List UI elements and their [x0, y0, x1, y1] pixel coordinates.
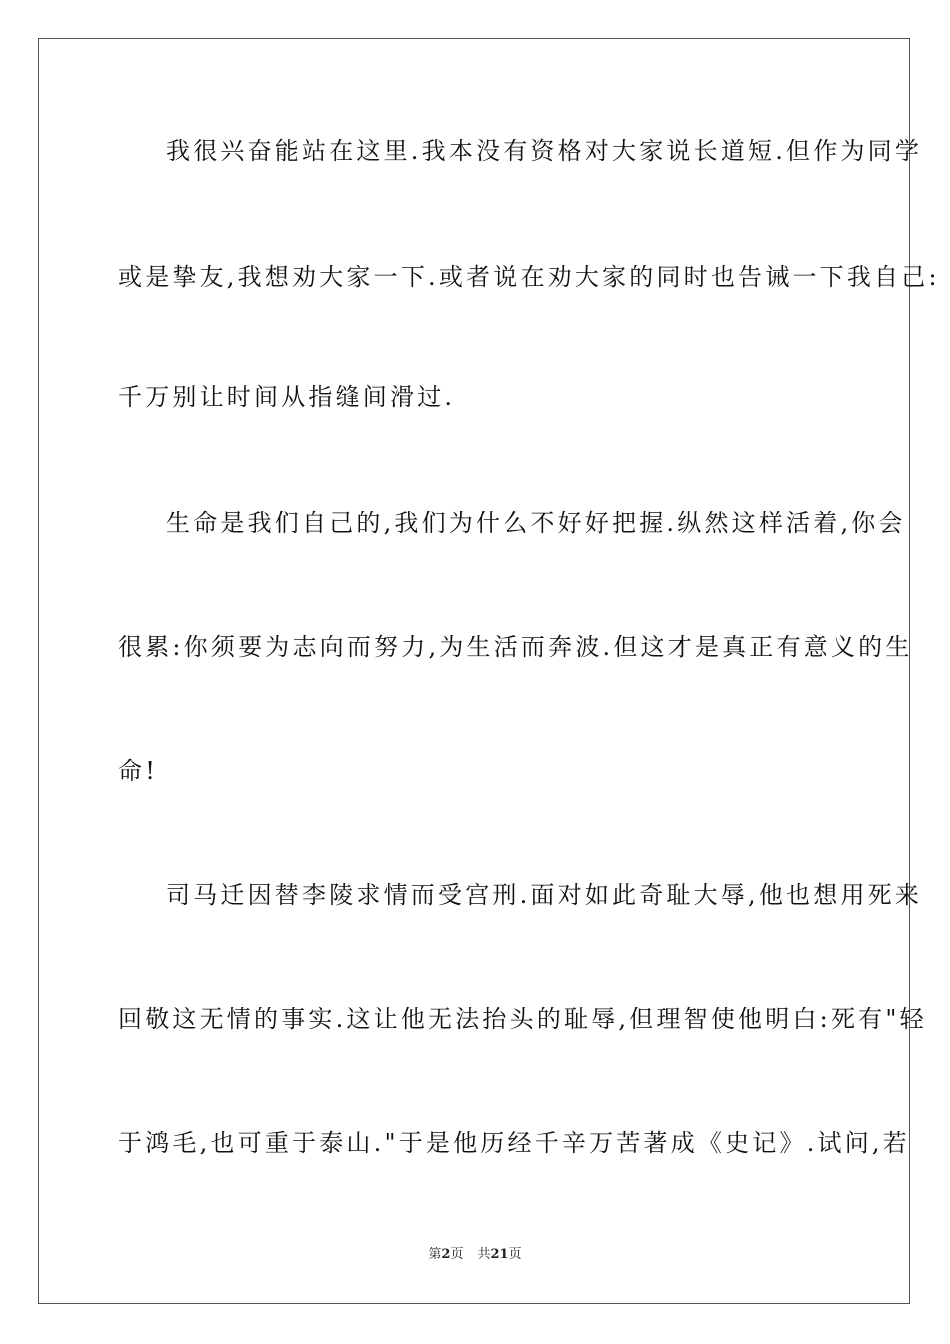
paragraph-1-line-3: 千万别让时间从指缝间滑过.	[118, 383, 456, 411]
paragraph-1-line-1: 我很兴奋能站在这里.我本没有资格对大家说长道短.但作为同学	[166, 137, 923, 165]
paragraph-2-line-3: 命!	[118, 757, 159, 785]
page-label-prefix: 第	[428, 1247, 442, 1262]
paragraph-3-line-3: 于鸿毛,也可重于泰山."于是他历经千辛万苦著成《史记》.试问,若	[118, 1129, 910, 1157]
total-pages: 21	[490, 1247, 509, 1262]
paragraph-3-line-1: 司马迁因替李陵求情而受宫刑.面对如此奇耻大辱,他也想用死来	[166, 881, 923, 909]
paragraph-2-line-2: 很累:你须要为志向而努力,为生活而奔波.但这才是真正有意义的生	[118, 633, 913, 661]
page-footer	[0, 1247, 950, 1263]
page-label-suffix: 页	[450, 1247, 464, 1262]
total-label-suffix: 页	[508, 1247, 522, 1262]
total-label-prefix: 共	[477, 1247, 491, 1262]
paragraph-2-line-1: 生命是我们自己的,我们为什么不好好把握.纵然这样活着,你会	[166, 509, 906, 537]
page-number: 2	[441, 1247, 451, 1262]
page-border	[38, 38, 940, 1304]
paragraph-3-line-2: 回敬这无情的事实.这让他无法抬头的耻辱,但理智使他明白:死有"轻	[118, 1005, 927, 1033]
paragraph-1-line-2: 或是挚友,我想劝大家一下.或者说在劝大家的同时也告诫一下我自己:	[118, 263, 940, 291]
